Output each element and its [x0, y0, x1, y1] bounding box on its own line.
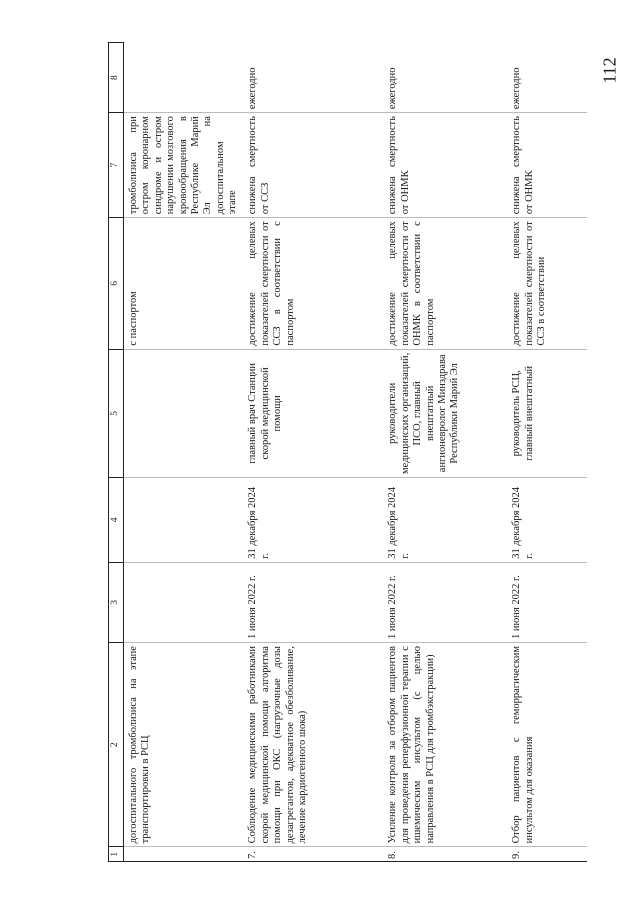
end-date-cell: 31 декабря 2024 г. [243, 478, 383, 563]
col-number-8: 8 [109, 43, 124, 113]
row-number: 7. [243, 847, 383, 862]
end-date-cell: 31 декабря 2024 г. [507, 478, 587, 563]
indicator-cell: достижение целевых показателей смертности от ОНМК в соответствии с паспортом [383, 218, 507, 349]
col-number-5: 5 [109, 349, 124, 477]
col-number-1: 1 [109, 847, 124, 862]
result-cell: снижена смертность от ОНМК [383, 113, 507, 218]
row-number [124, 847, 244, 862]
table-row [383, 43, 507, 862]
col-number-2: 2 [109, 643, 124, 847]
frequency-cell: ежегодно [507, 43, 587, 113]
indicator-cell: достижение целевых показателей смертности от ССЗ в соответствии [507, 218, 587, 349]
row-number: 8. [383, 847, 507, 862]
col-number-6: 6 [109, 218, 124, 349]
result-cell: снижена смертность от ОНМК [507, 113, 587, 218]
frequency-cell [124, 43, 244, 113]
result-cell: снижена смертность от ССЗ [243, 113, 383, 218]
col-number-3: 3 [109, 562, 124, 642]
end-date-cell [124, 478, 244, 563]
table-row [243, 43, 383, 862]
page-number: 112 [599, 57, 620, 84]
frequency-cell: ежегодно [243, 43, 383, 113]
table-row [507, 43, 587, 862]
rotated-table-sheet [108, 42, 578, 862]
column-number-row [109, 43, 124, 862]
measure-cell: Усиление контроля за отбором пациентов для проведения реперфузионной терапии с ишемическим инсультом (с целью направления в РСЦ для тромбэкстракции) [383, 643, 507, 847]
start-date-cell: 1 июня 2022 г. [383, 562, 507, 642]
measure-cell: догоспитального тромболизиса на этапе транспортировки в РСЦ [124, 643, 244, 847]
responsible-cell: главный врач Станции скорой медицинской помощи [243, 349, 383, 477]
indicator-cell: достижение целевых показателей смертности от ССЗ в соответствии с паспортом [243, 218, 383, 349]
start-date-cell: 1 июня 2022 г. [507, 562, 587, 642]
measures-table [108, 42, 587, 862]
start-date-cell [124, 562, 244, 642]
col-number-7: 7 [109, 113, 124, 218]
start-date-cell: 1 июня 2022 г. [243, 562, 383, 642]
indicator-cell: с паспортом [124, 218, 244, 349]
responsible-cell [124, 349, 244, 477]
row-number: 9. [507, 847, 587, 862]
result-cell: тромболизиса при остром коронарном синдроме и остром нарушении мозгового кровообращения в Республике Марий Эл на догоспитальном этапе [124, 113, 244, 218]
responsible-cell: руководители медицинских организаций, ПСО, главный внештатный ангионевролог Минздрава Республики Марий Эл [383, 349, 507, 477]
table-row [124, 43, 244, 862]
responsible-cell: руководитель РСЦ, главный внештатный [507, 349, 587, 477]
col-number-4: 4 [109, 478, 124, 563]
end-date-cell: 31 декабря 2024 г. [383, 478, 507, 563]
measure-cell: Соблюдение медицинскими работниками скорой медицинской помощи алгоритма помощи при ОКС (нагрузочные дозы дезагрегантов, адекватное обезболивание, лечение кардиогенного шока) [243, 643, 383, 847]
frequency-cell: ежегодно [383, 43, 507, 113]
measure-cell: Отбор пациентов с геморрагическим инсультом для оказания [507, 643, 587, 847]
